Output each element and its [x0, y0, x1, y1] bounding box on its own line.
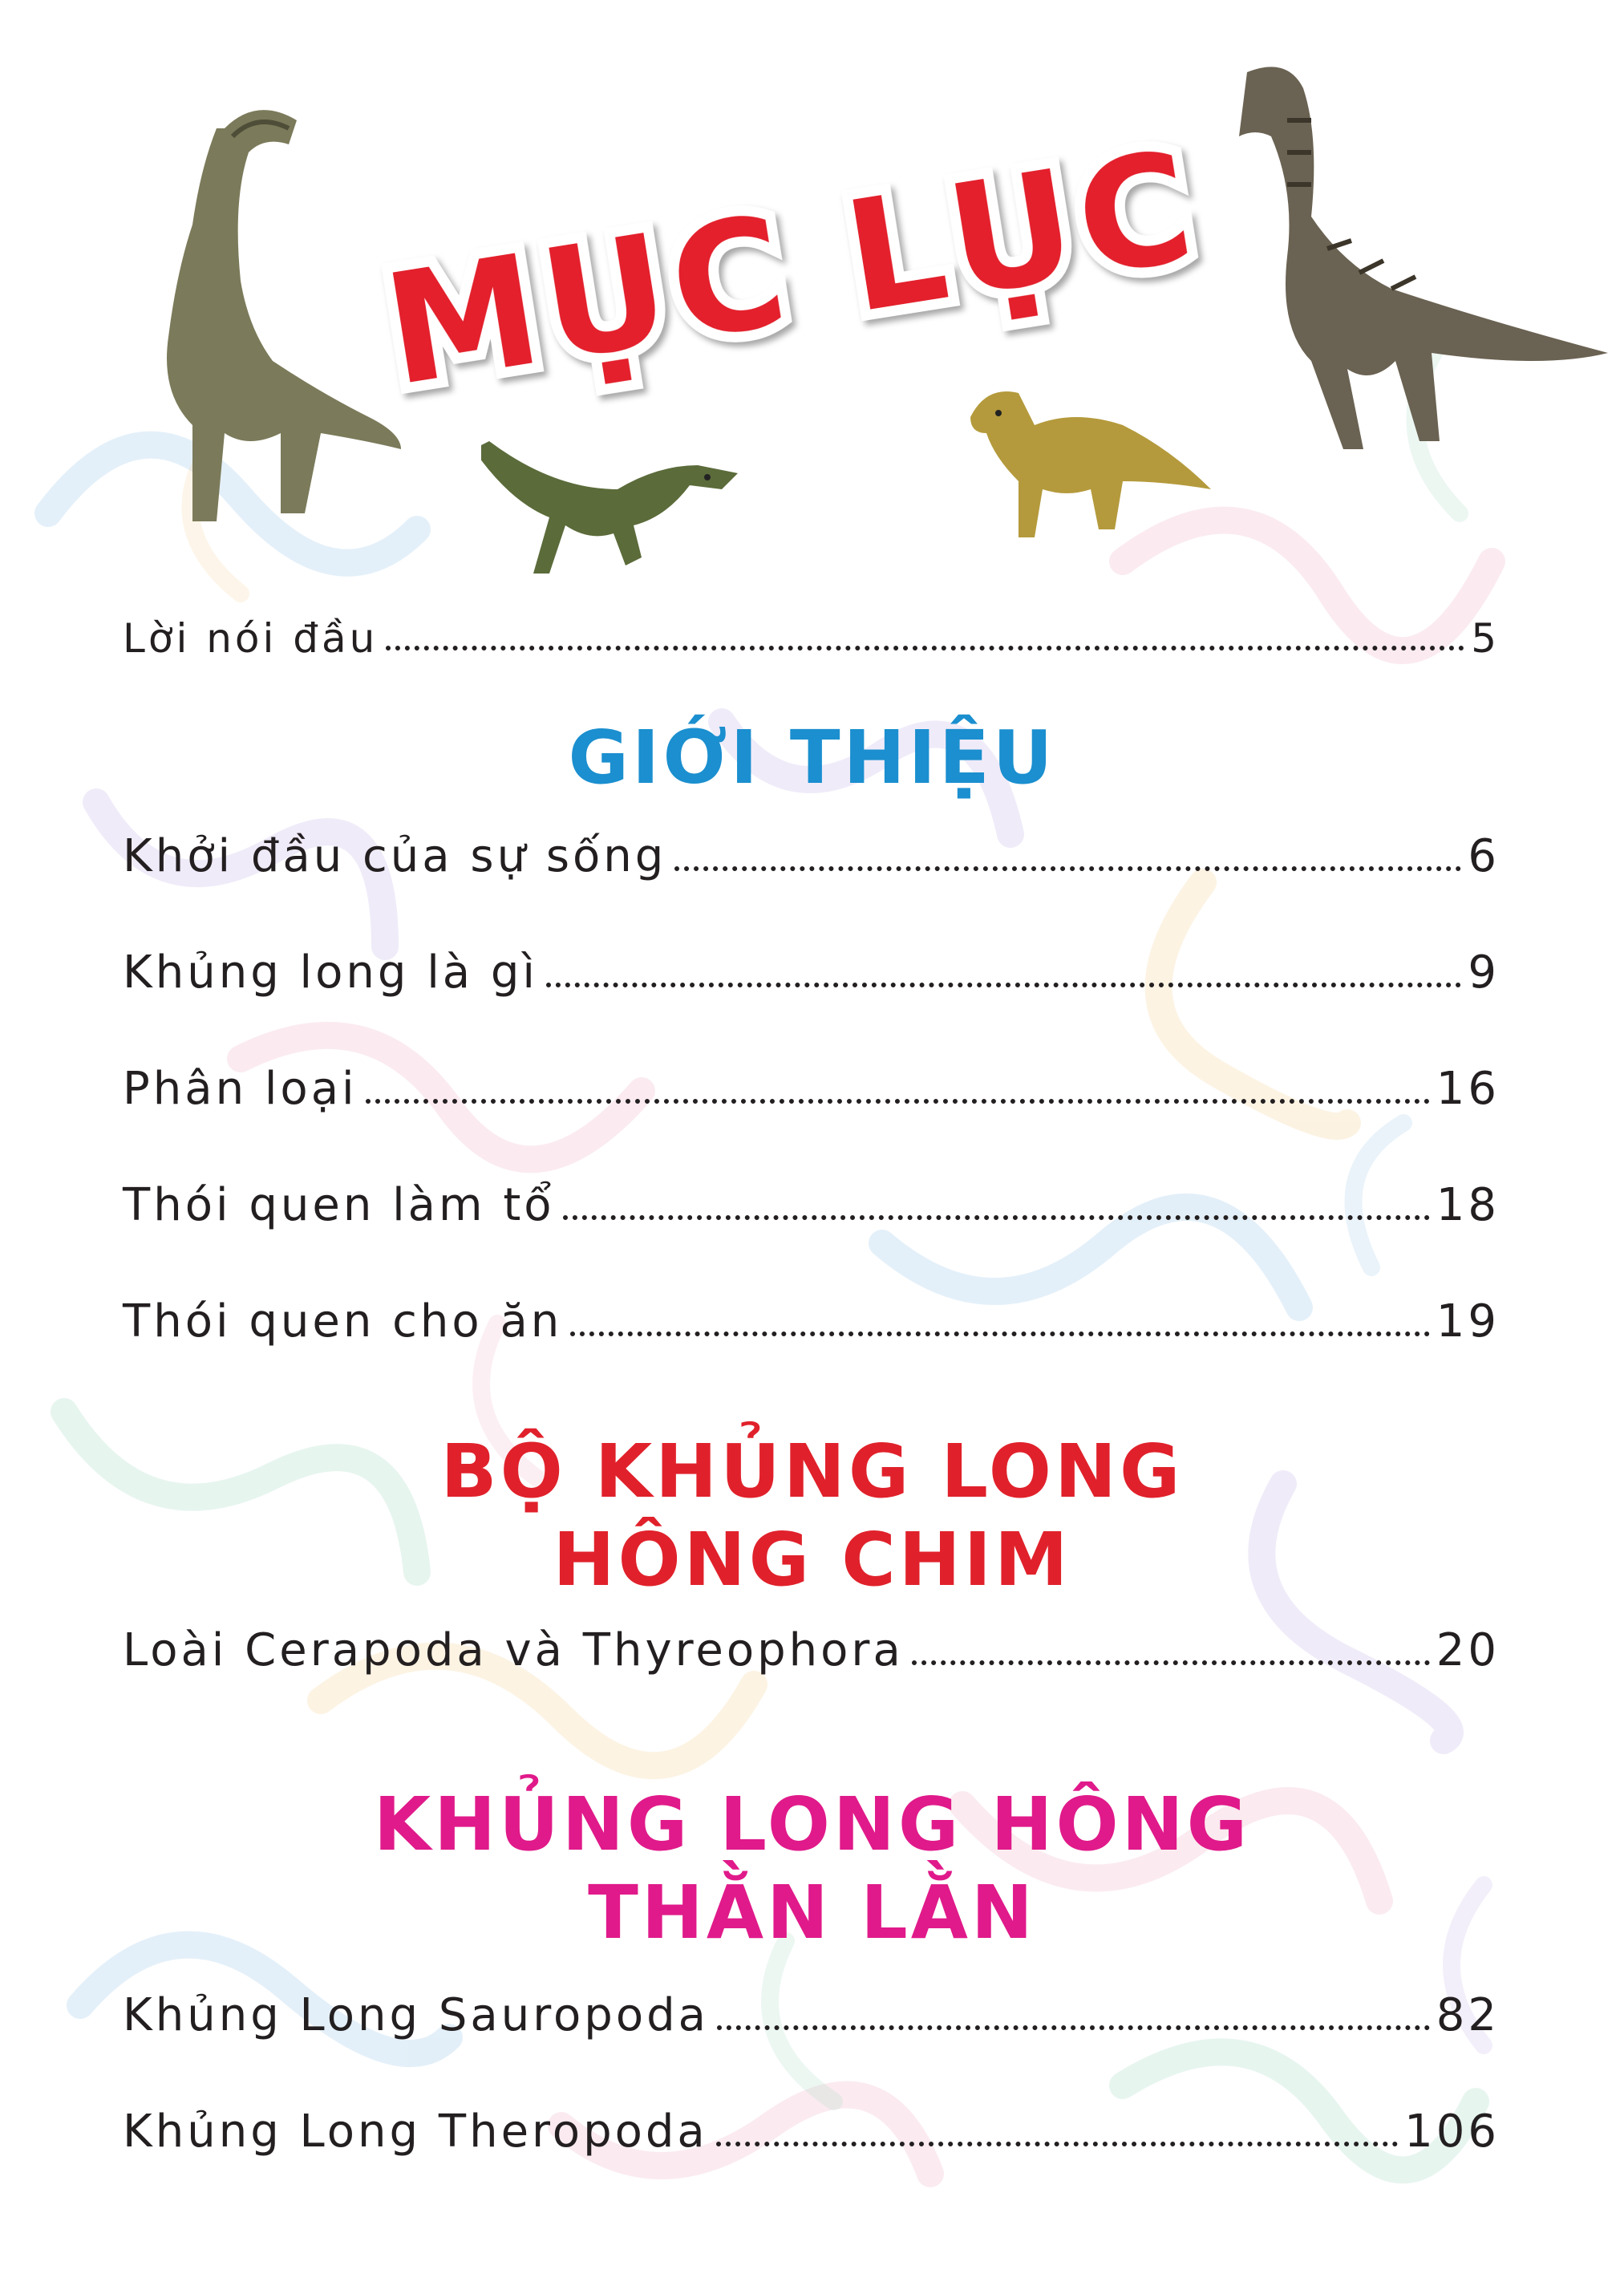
toc-item[interactable]	[123, 1977, 1500, 2041]
heading-line: BỘ KHỦNG LONG	[440, 1429, 1184, 1514]
dot-leader	[717, 2025, 1430, 2030]
toc-page-number: 6	[1468, 830, 1500, 882]
striped-dinosaur-illustration	[1231, 56, 1616, 489]
dot-leader	[912, 1660, 1430, 1665]
section-heading-saurischia	[0, 1781, 1624, 1957]
heading-line: THẰN LẰN	[588, 1870, 1036, 1956]
dot-leader	[674, 866, 1461, 871]
toc-item[interactable]	[123, 1612, 1500, 1676]
toc-item[interactable]	[123, 1167, 1500, 1231]
dot-leader	[570, 1331, 1429, 1336]
toc-label: Khủng Long Sauropoda	[123, 1989, 709, 2041]
toc-label: Thói quen làm tổ	[123, 1179, 555, 1231]
toc-page-number: 106	[1404, 2106, 1500, 2158]
toc-label: Thói quen cho ăn	[123, 1295, 563, 1348]
section-heading-intro: GIỚI THIỆU	[568, 715, 1056, 801]
section-heading-ornithischia	[0, 1428, 1624, 1604]
toc-label: Khởi đầu của sự sống	[123, 830, 667, 882]
carnivore-dinosaur-illustration	[481, 409, 746, 586]
dot-leader	[716, 2142, 1398, 2146]
toc-page-number: 20	[1436, 1624, 1500, 1676]
heading-line: HÔNG CHIM	[553, 1517, 1071, 1603]
toc-label: Lời nói đầu	[123, 615, 379, 662]
toc-page-number: 82	[1436, 1989, 1500, 2041]
toc-label: Phân loại	[123, 1063, 358, 1115]
toc-item[interactable]	[123, 934, 1500, 999]
title-text: MỤC LỤC	[374, 136, 1210, 420]
toc-label: Loài Cerapoda và Thyreophora	[123, 1624, 904, 1676]
toc-page-number: 5	[1471, 615, 1500, 662]
toc-label: Khủng Long Theropoda	[123, 2106, 708, 2158]
toc-page-number: 18	[1436, 1179, 1500, 1231]
toc-page-number: 19	[1436, 1295, 1500, 1348]
dot-leader	[563, 1215, 1430, 1220]
toc-label: Khủng long là gì	[123, 946, 538, 999]
dot-leader	[546, 983, 1461, 987]
toc-item[interactable]	[123, 1283, 1500, 1348]
toc-item[interactable]	[123, 1051, 1500, 1115]
toc-item-preface[interactable]	[123, 598, 1500, 662]
dot-leader	[366, 1099, 1430, 1104]
toc-page-number: 16	[1436, 1063, 1500, 1115]
dot-leader	[386, 646, 1464, 651]
toc-item[interactable]	[123, 818, 1500, 882]
heading-line: KHỦNG LONG HÔNG	[373, 1781, 1251, 1867]
page-title	[353, 136, 1235, 425]
toc-page-number: 9	[1468, 946, 1500, 999]
toc-item[interactable]	[123, 2093, 1500, 2158]
